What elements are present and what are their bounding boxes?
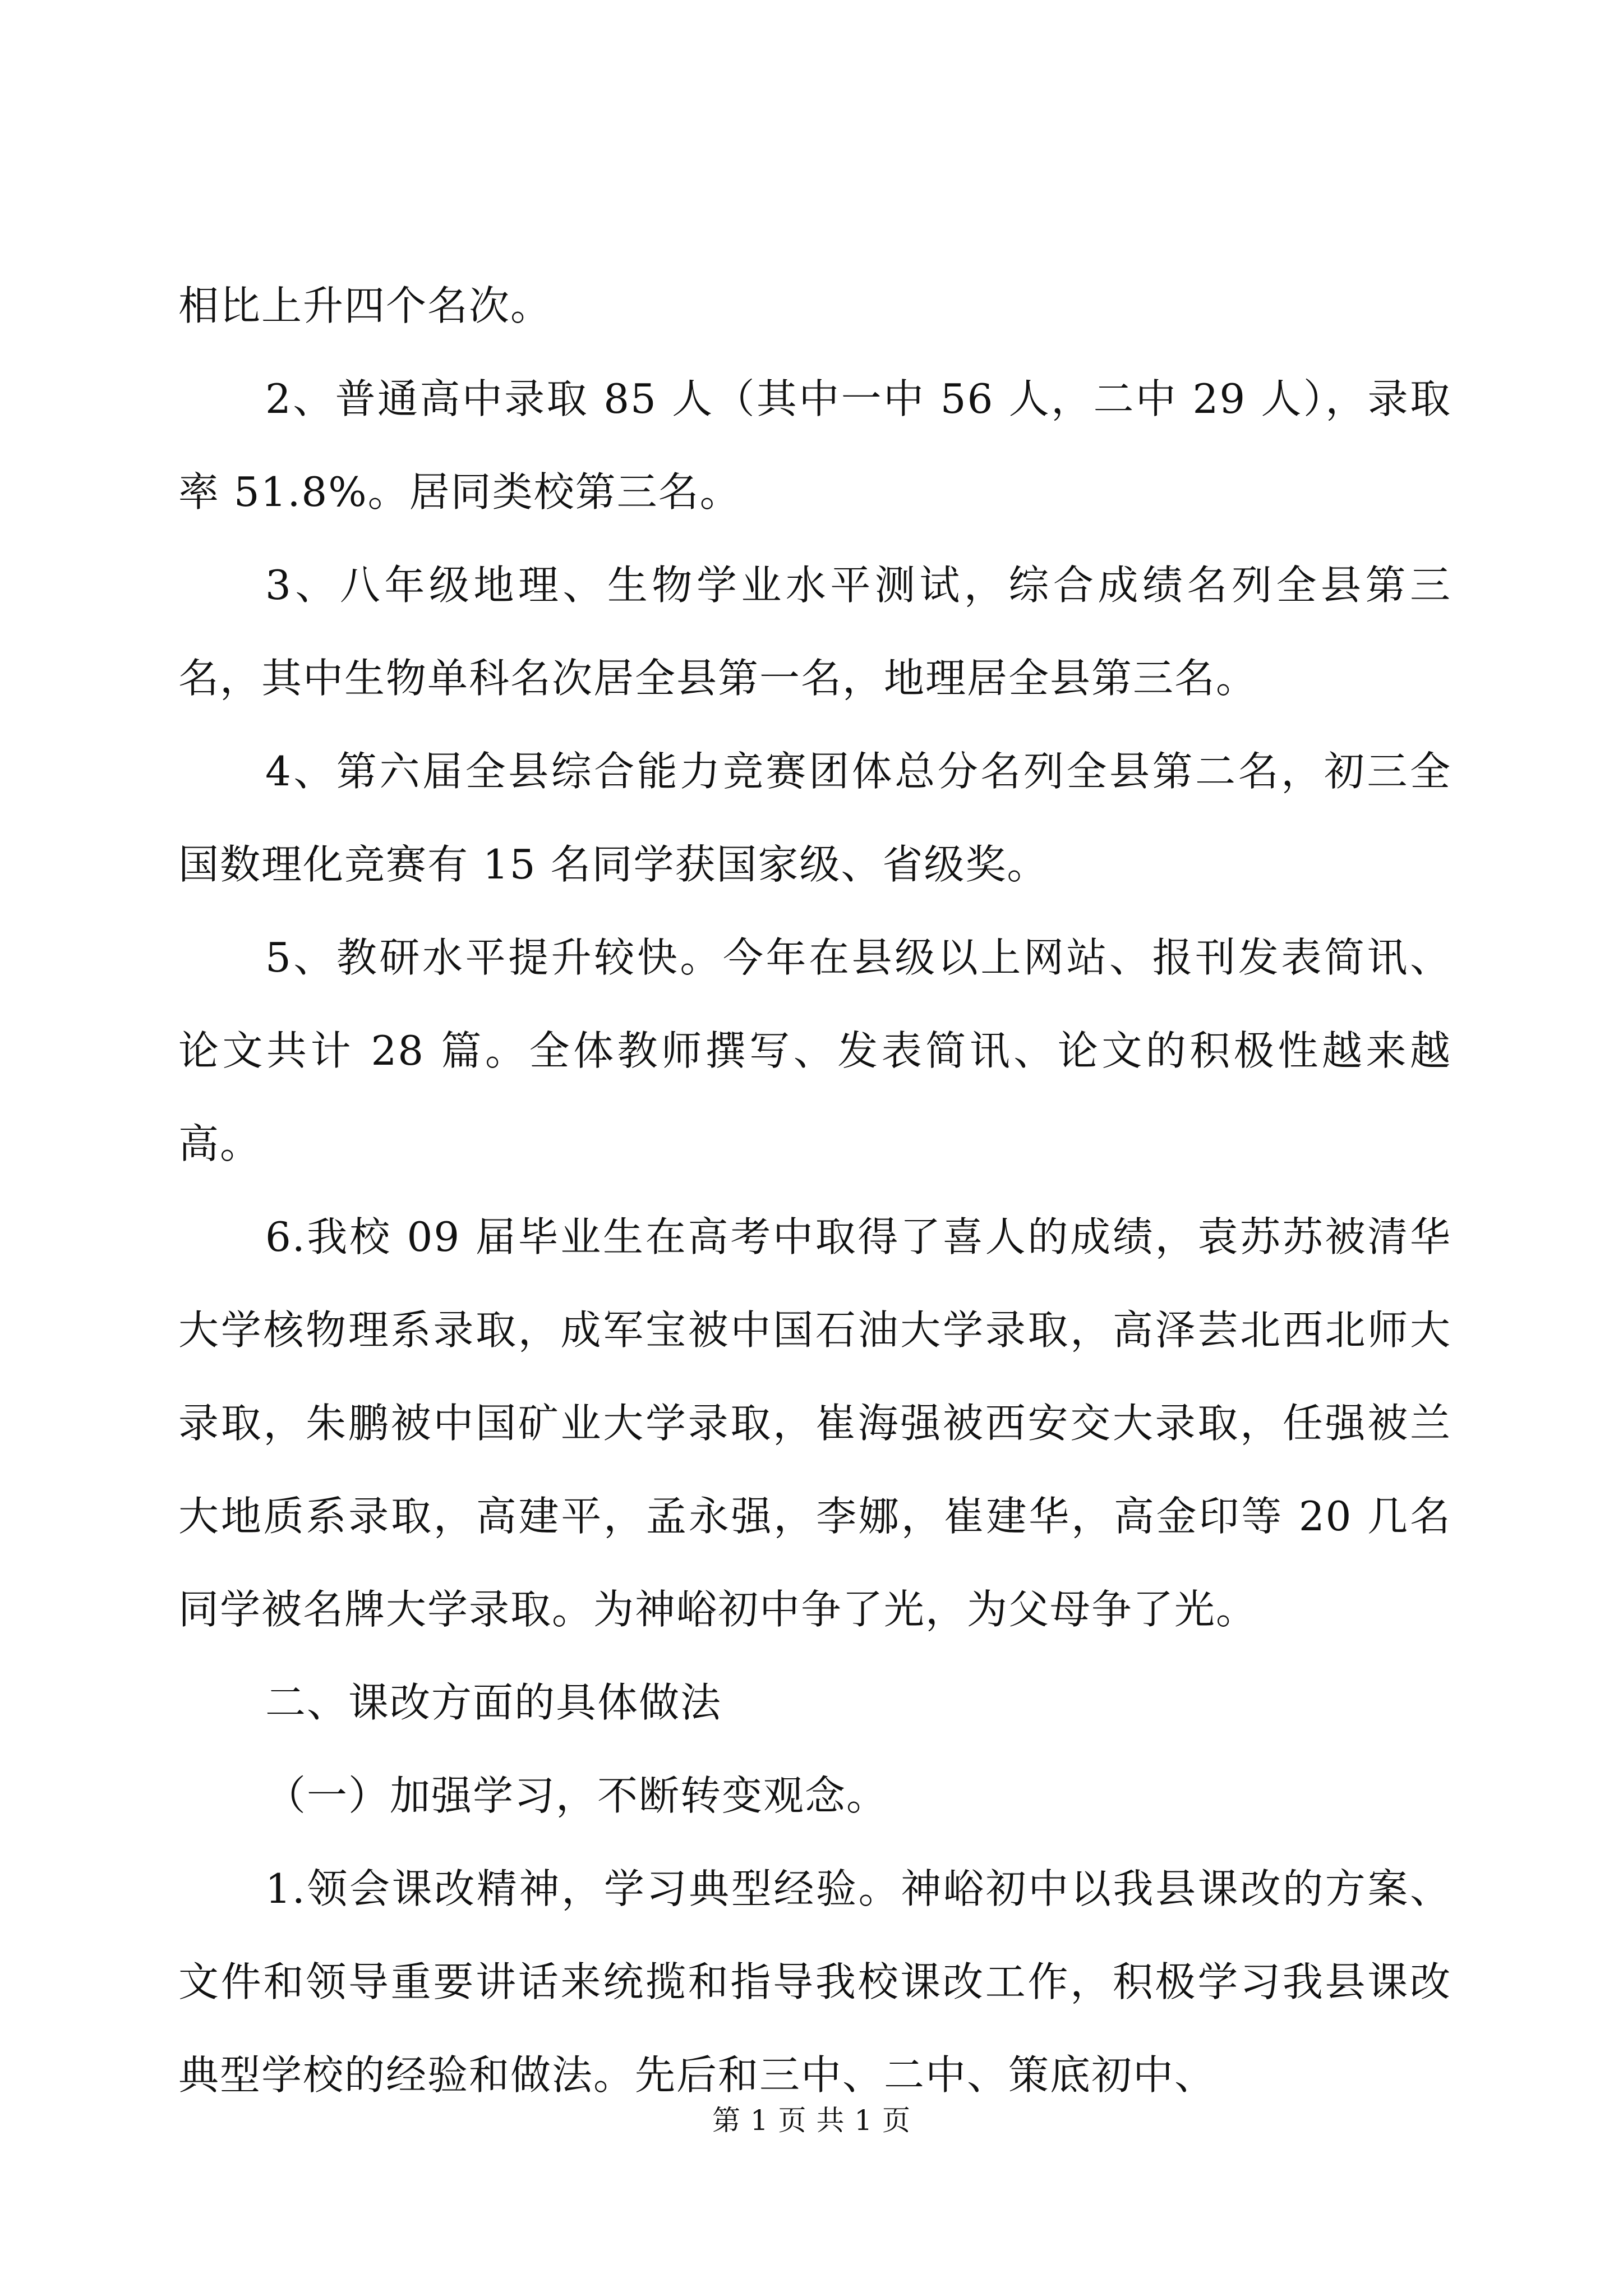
document-body (178, 259, 1451, 2122)
subsection-heading: （一）加强学习，不断转变观念。 (265, 1772, 888, 1819)
paragraph-item-6: 6.我校 09 届毕业生在高考中取得了喜人的成绩，袁苏苏被清华大学核物理系录取，成军宝被中国石油大学录取，高泽芸北西北师大录取，朱鹏被中国矿业大学录取，崔海强被西安交大录取，任强被兰大地质系录取，高建平，孟永强，李娜，崔建华，高金印等 20 几名同学被名牌大学录取。为神峪初中争了光，为父母争了光。 (178, 1213, 1451, 1633)
paragraph-subitem-1: 1.领会课改精神，学习典型经验。神峪初中以我县课改的方案、文件和领导重要讲话来统揽和指导我校课改工作，积极学习我县课改典型学校的经验和做法。先后和三中、二中、策底初中、 (178, 1865, 1451, 2099)
section-heading: 二、课改方面的具体做法 (265, 1679, 722, 1726)
page-footer: 第 1 页 共 1 页 (712, 2104, 911, 2137)
paragraph-item-4: 4、第六届全县综合能力竞赛团体总分名列全县第二名，初三全国数理化竞赛有 15 名同学获国家级、省级奖。 (178, 748, 1451, 888)
paragraph-item-5: 5、教研水平提升较快。今年在县级以上网站、报刊发表简讯、论文共计 28 篇。全体教师撰写、发表简讯、论文的积极性越来越高。 (178, 934, 1451, 1167)
paragraph-item-3: 3、八年级地理、生物学业水平测试，综合成绩名列全县第三名，其中生物单科名次居全县第一名，地理居全县第三名。 (178, 562, 1451, 702)
paragraph-continuation: 相比上升四个名次。 (178, 282, 552, 329)
paragraph-item-2: 2、普通高中录取 85 人（其中一中 56 人，二中 29 人），录取率 51.8%。居同类校第三名。 (178, 375, 1451, 516)
